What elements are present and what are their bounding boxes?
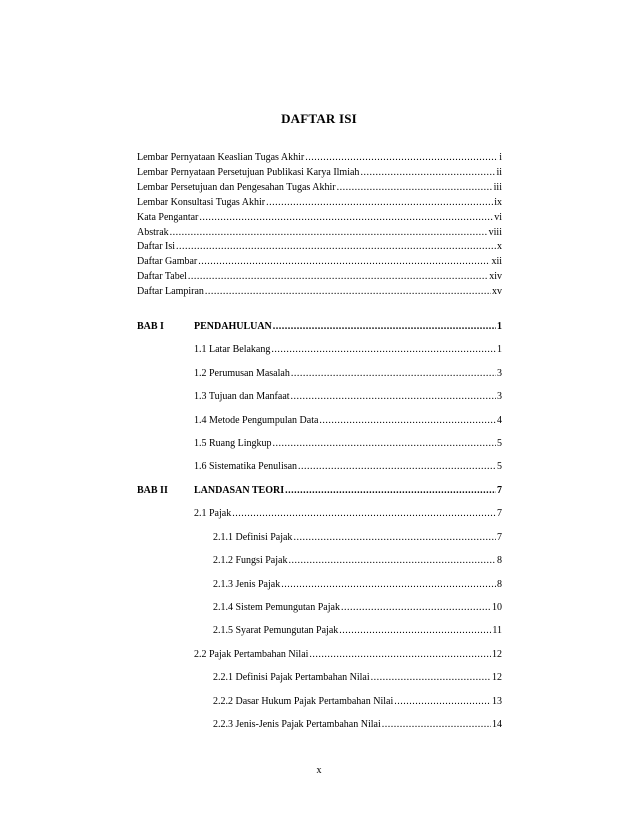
dot-leader — [273, 321, 496, 333]
toc-entry-section — [194, 649, 502, 661]
toc-entry-chapter-page: 1 — [497, 321, 502, 332]
toc-entry-subsection-label: 2.2.2 Dasar Hukum Pajak Pertambahan Nilai — [213, 695, 394, 707]
toc-entry-front-matter-page: ix — [494, 196, 502, 208]
dot-leader — [170, 227, 488, 239]
dot-leader — [199, 212, 493, 224]
toc-entry-front-matter — [137, 256, 502, 268]
toc-entry-subsection-page: 8 — [497, 555, 502, 567]
toc-entry-front-matter-label: Kata Pengantar — [137, 211, 199, 223]
dot-leader — [273, 438, 497, 450]
toc-entry-chapter — [137, 321, 502, 333]
toc-entry-front-matter-label: Daftar Tabel — [137, 271, 187, 283]
toc-entry-front-matter-page: iii — [493, 181, 502, 193]
toc-entry-subsection-page: 11 — [492, 625, 502, 637]
dot-leader — [319, 415, 496, 427]
chapter-number: BAB I — [137, 321, 164, 332]
dot-leader — [281, 579, 496, 591]
page-title: DAFTAR ISI — [281, 111, 357, 126]
dot-leader — [205, 286, 491, 298]
toc-entry-subsection-label: 2.1.1 Definisi Pajak — [213, 531, 293, 543]
toc-entry-chapter — [137, 485, 502, 497]
toc-entry-front-matter-label: Lembar Pernyataan Persetujuan Publikasi Karya Ilmiah — [137, 166, 360, 178]
toc-entry-subsection-label: 2.2.3 Jenis-Jenis Pajak Pertambahan Nilai — [213, 719, 381, 730]
toc-entry-subsection-page: 8 — [497, 578, 502, 590]
toc-entry-front-matter-label: Daftar Gambar — [137, 256, 198, 268]
dot-leader — [371, 672, 491, 684]
toc-entry-front-matter-label: Lembar Konsultasi Tugas Akhir — [137, 196, 266, 208]
toc-entry-front-matter — [137, 182, 502, 194]
chapter-number: BAB II — [137, 485, 168, 496]
toc-entry-section-page: 1 — [497, 344, 502, 356]
toc-entry-section — [194, 368, 502, 380]
dot-leader — [382, 719, 491, 731]
toc-entry-section-label: 1.5 Ruang Lingkup — [194, 438, 272, 449]
toc-entry-subsection — [213, 719, 502, 731]
toc-entry-subsection-label: 2.1.5 Syarat Pemungutan Pajak — [213, 625, 339, 637]
toc-entry-front-matter — [137, 241, 502, 253]
toc-entry-section — [194, 508, 502, 520]
toc-entry-front-matter-page: xiv — [489, 271, 502, 283]
dot-leader — [176, 241, 496, 253]
toc-entry-subsection — [213, 696, 502, 708]
toc-entry-front-matter-page: i — [499, 152, 502, 163]
toc-entry-subsection-label: 2.2.1 Definisi Pajak Pertambahan Nilai — [213, 672, 370, 684]
dot-leader — [360, 167, 495, 179]
toc-entry-front-matter — [137, 271, 502, 283]
toc-entry-section-label: 2.1 Pajak — [194, 508, 232, 520]
dot-leader — [309, 649, 491, 661]
toc-entry-section-page: 4 — [497, 414, 502, 426]
toc-entry-front-matter-page: vi — [494, 211, 502, 223]
toc-entry-subsection — [213, 672, 502, 684]
toc-entry-section — [194, 461, 502, 473]
toc-entry-subsection — [213, 532, 502, 544]
toc-entry-section-label: 1.4 Metode Pengumpulan Data — [194, 414, 319, 426]
toc-entry-subsection-label: 2.1.2 Fungsi Pajak — [213, 555, 288, 567]
toc-entry-chapter-label: LANDASAN TEORI — [194, 485, 285, 496]
toc-entry-section-page: 5 — [497, 461, 502, 473]
toc-entry-chapter-page: 7 — [497, 485, 502, 496]
dot-leader — [288, 555, 496, 567]
toc-entry-section-page: 3 — [497, 391, 502, 403]
dot-leader — [291, 368, 496, 380]
toc-entry-section — [194, 438, 502, 450]
toc-entry-front-matter-label: Abstrak — [137, 226, 169, 238]
toc-entry-front-matter-page: xv — [492, 286, 502, 298]
toc-entry-subsection-page: 13 — [492, 695, 502, 707]
dot-leader — [188, 271, 488, 283]
toc-entry-front-matter — [137, 286, 502, 298]
toc-entry-section-page: 3 — [497, 367, 502, 379]
toc-entry-section — [194, 344, 502, 356]
dot-leader — [232, 508, 496, 520]
toc-entry-subsection-label: 2.1.3 Jenis Pajak — [213, 578, 281, 590]
toc-entry-subsection-page: 12 — [492, 672, 502, 684]
toc-entry-front-matter-label: Daftar Isi — [137, 241, 176, 253]
toc-entry-front-matter-page: viii — [488, 226, 502, 238]
toc-entry-section — [194, 415, 502, 427]
toc-entry-section-label: 2.2 Pajak Pertambahan Nilai — [194, 648, 309, 660]
dot-leader — [285, 485, 496, 497]
toc-entry-front-matter-page: x — [497, 241, 502, 253]
toc-entry-front-matter-label: Daftar Lampiran — [137, 286, 204, 298]
toc-entry-subsection — [213, 625, 502, 637]
toc-entry-subsection-page: 10 — [492, 602, 502, 613]
dot-leader — [266, 197, 493, 209]
toc-entry-section — [194, 391, 502, 403]
toc-entry-subsection — [213, 555, 502, 567]
toc-entry-section-label: 1.3 Tujuan dan Manfaat — [194, 391, 290, 403]
dot-leader — [298, 461, 496, 473]
dot-leader — [339, 625, 491, 637]
dot-leader — [271, 344, 496, 356]
dot-leader — [337, 182, 493, 194]
toc-entry-front-matter — [137, 197, 502, 209]
toc-entry-section-label: 1.1 Latar Belakang — [194, 344, 271, 356]
toc-entry-subsection-page: 7 — [497, 531, 502, 543]
toc-entry-front-matter — [137, 212, 502, 224]
toc-entry-front-matter-page: xii — [491, 256, 502, 268]
toc-entry-subsection-label: 2.1.4 Sistem Pemungutan Pajak — [213, 602, 340, 613]
toc-entry-front-matter-label: Lembar Pernyataan Keaslian Tugas Akhir — [137, 152, 305, 163]
dot-leader — [293, 532, 496, 544]
dot-leader — [394, 696, 491, 708]
toc-entry-section-page: 12 — [492, 648, 502, 660]
dot-leader — [291, 391, 496, 403]
toc-entry-section-label: 1.2 Perumusan Masalah — [194, 367, 290, 379]
toc-entry-front-matter-label: Lembar Persetujuan dan Pengesahan Tugas Akhir — [137, 181, 336, 193]
dot-leader — [341, 602, 491, 614]
toc-entry-front-matter — [137, 152, 502, 164]
dot-leader — [198, 256, 490, 268]
dot-leader — [305, 152, 498, 164]
toc-entry-front-matter — [137, 167, 502, 179]
toc-entry-section-page: 7 — [497, 508, 502, 520]
toc-entry-section-label: 1.6 Sistematika Penulisan — [194, 461, 298, 473]
toc-entry-chapter-label: PENDAHULUAN — [194, 321, 272, 332]
toc-entry-subsection-page: 14 — [492, 719, 502, 730]
toc-entry-subsection — [213, 602, 502, 614]
toc-entry-front-matter-page: ii — [496, 166, 502, 178]
page-number: x — [316, 765, 322, 776]
toc-entry-front-matter — [137, 227, 502, 239]
toc-entry-subsection — [213, 579, 502, 591]
toc-entry-section-page: 5 — [497, 438, 502, 449]
